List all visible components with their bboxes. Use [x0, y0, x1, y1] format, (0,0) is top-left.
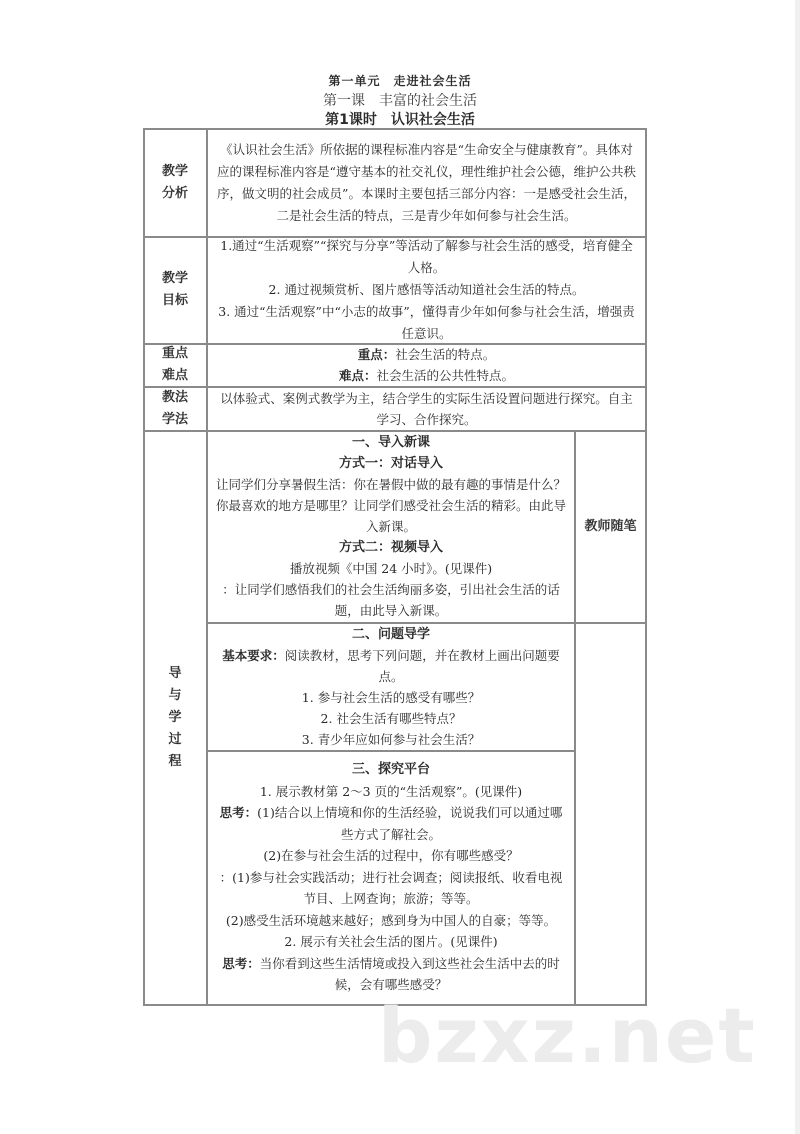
method-text: ：让同学们感悟我们的社会生活绚丽多姿，引出社会生活的话题，由此导入新课。 — [222, 582, 560, 618]
question-item: 1. 参与社会生活的感受有哪些？ — [301, 689, 481, 705]
goal-item: 3. 通过“生活观察”中“小志的故事”，懂得青少年如何参与社会生活，增强责任意识。 — [218, 304, 635, 341]
think-block — [216, 953, 566, 996]
section-title: 二、问题导学 — [351, 626, 430, 642]
label-char: 过 — [168, 731, 182, 747]
key-text: 社会生活的特点。 — [395, 347, 496, 362]
hard-label: 难点： — [338, 368, 377, 383]
explore-item: 2. 展示有关社会生活的图片。(见课件) — [284, 934, 498, 950]
table-border-right — [645, 128, 647, 1005]
label-char: 学 — [168, 709, 182, 725]
label-line: 教学 — [161, 271, 188, 286]
goal-item: 2. 通过视频赏析、图片感悟等活动知道社会生活的特点。 — [268, 282, 585, 297]
label-process — [144, 431, 206, 1004]
goals-cell — [208, 237, 645, 343]
requirement-text: 阅读教材，思考下列问题，并在教材上画出问题要点。 — [284, 647, 560, 684]
think-label: 思考： — [219, 805, 258, 821]
label-line: 难点 — [161, 368, 188, 383]
label-methods — [144, 387, 206, 430]
label-line: 目标 — [161, 293, 188, 308]
label-line: 教法 — [161, 389, 188, 405]
hard-text: 社会生活的公共性特点。 — [376, 368, 515, 383]
section-title: 一、导入新课 — [351, 435, 430, 450]
answer-text: ：(1)参与社会实践活动；进行社会调查；阅读报纸、收看电视节目、上网查询；旅游；等等。 — [219, 869, 563, 907]
think-text: 当你看到这些生活情境或投入到这些社会生活中去的时候，会有哪些感受？ — [259, 955, 560, 993]
key-label: 重点： — [357, 347, 396, 362]
requirement — [216, 645, 566, 687]
keypoints-cell — [208, 344, 645, 386]
question-item: 3. 青少年应如何参与社会生活？ — [301, 731, 481, 747]
teacher-notes-cell — [576, 431, 645, 622]
answer-text: (2)感受生活环境越来越好；感到身为中国人的自豪；等等。 — [225, 912, 557, 928]
question-item: 2. 社会生活有哪些特点？ — [320, 710, 462, 726]
method-text: 让同学们分享暑假生活：你在暑假中做的最有趣的事情是什么？你最喜欢的地方是哪里？让同学们感受社会生活的精彩。由此导入新课。 — [216, 477, 567, 534]
goal-item: 1.通过“生活观察”“探究与分享”等活动了解参与社会生活的感受，培育健全人格。 — [220, 238, 633, 275]
label-goals — [144, 237, 206, 343]
teacher-notes-label: 教师随笔 — [584, 518, 637, 534]
period-title: 第1课时 认识社会生活 — [325, 112, 475, 128]
section-explore — [208, 751, 574, 1004]
analysis-text: 《认识社会生活》所依据的课程标准内容是“生命安全与健康教育”。具体对应的课程标准内容是“遵守基本的社交礼仪，理性维护社会公德，维护公共秩序，做文明的社会成员”。本课时主要包括三部分内容：一是感受社会生活，二是社会生活的特点，三是青少年如何参与社会生活。 — [217, 141, 636, 223]
think-label: 思考： — [222, 955, 260, 971]
unit-title: 第一单元 走进社会生活 — [328, 74, 472, 88]
requirement-label: 基本要求： — [222, 647, 285, 663]
page-edge — [795, 0, 800, 1134]
section-intro — [208, 431, 574, 622]
analysis-text-cell — [208, 129, 645, 236]
hard-point — [339, 365, 514, 386]
method-title: 方式一：对话导入 — [338, 456, 443, 471]
think-text: (1)结合以上情境和你的生活经验，说说我们可以通过哪些方式了解社会。 — [257, 805, 563, 842]
section-questions — [208, 623, 574, 750]
label-keypoints — [144, 344, 206, 386]
label-char: 导 — [168, 665, 182, 681]
label-line: 学法 — [161, 411, 188, 427]
label-line: 分析 — [161, 185, 188, 201]
method-text: 播放视频《中国 24 小时》。(见课件) — [289, 561, 493, 576]
explore-item: 1. 展示教材第 2～3 页的“生活观察”。(见课件) — [259, 783, 523, 799]
method-title: 方式二：视频导入 — [338, 540, 443, 555]
watermark: bzxz.net — [378, 991, 757, 1080]
label-analysis — [144, 129, 206, 236]
think-block — [216, 802, 566, 845]
teacher-notes-blank[interactable] — [576, 623, 645, 1004]
methods-cell — [208, 387, 645, 430]
methods-text: 以体验式、案例式教学为主，结合学生的实际生活设置问题进行探究。自主学习、合作探究。 — [220, 390, 633, 427]
think-question: (2)在参与社会生活的过程中，你有哪些感受？ — [263, 848, 519, 864]
lesson-title: 第一课 丰富的社会生活 — [323, 93, 477, 109]
label-char: 程 — [168, 753, 182, 769]
label-char: 与 — [168, 687, 182, 703]
section-title: 三、探究平台 — [351, 762, 430, 778]
label-line: 教学 — [161, 163, 188, 179]
key-point — [358, 344, 496, 365]
label-line: 重点 — [161, 346, 188, 361]
